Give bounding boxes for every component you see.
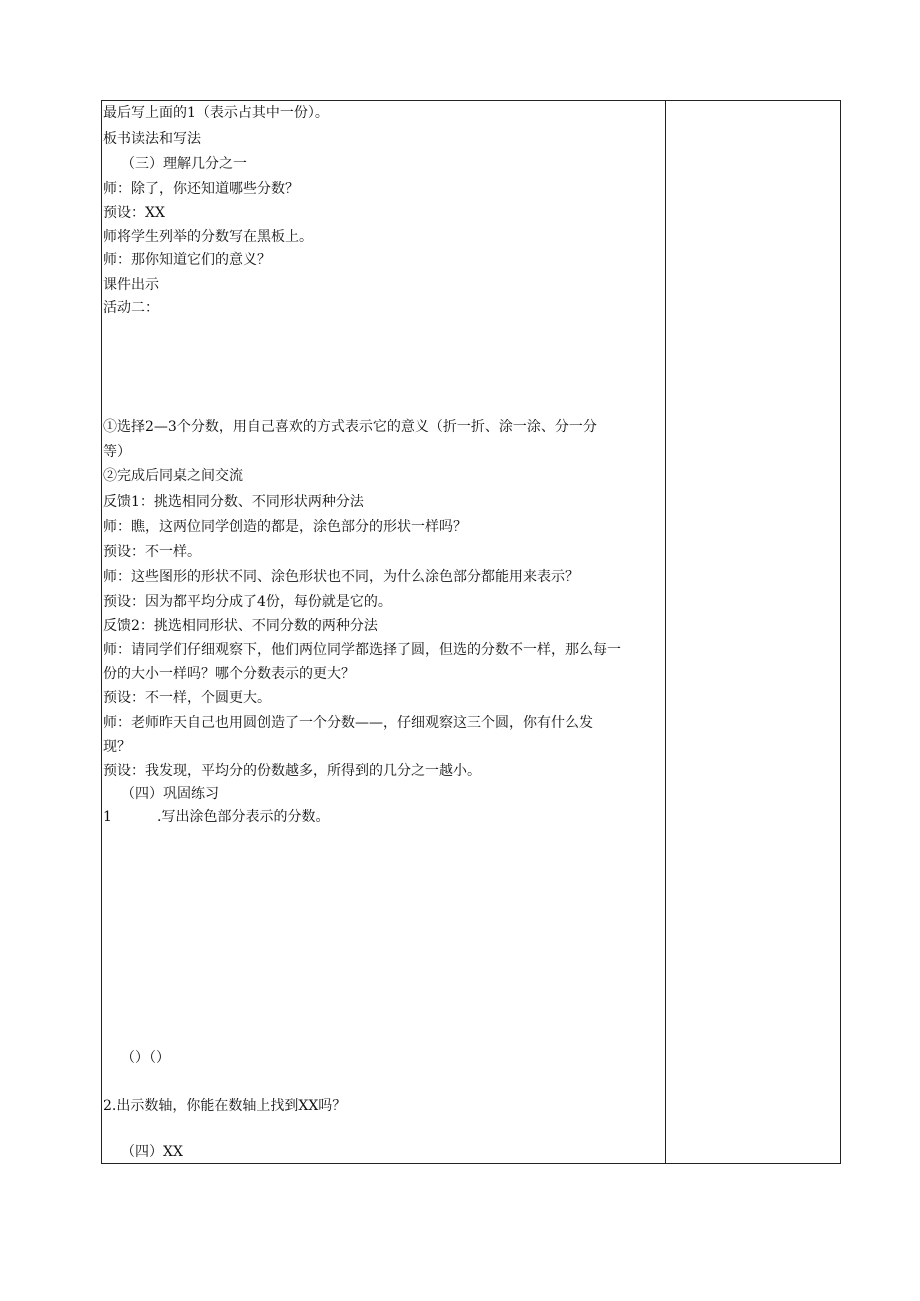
text-line: 预设：因为都平均分成了4份，每份就是它的。 [103, 594, 392, 610]
text-line: 师：请同学们仔细观察下，他们两位同学都选择了圆，但选的分数不一样，那么每一 [103, 642, 621, 658]
section-heading: （四）XX [121, 1144, 183, 1160]
text-line: 板书读法和写法 [103, 131, 201, 147]
text-line: 2.出示数轴，你能在数轴上找到XX吗？ [103, 1098, 347, 1114]
text-line: 最后写上面的1（表示占其中一份）。 [103, 105, 329, 121]
section-heading: （四）巩固练习 [121, 786, 219, 802]
text-line: 份的大小一样吗？哪个分数表示的更大？ [103, 666, 355, 682]
exercise-text: .写出涂色部分表示的分数。 [157, 809, 330, 825]
text-line: 师将学生列举的分数写在黑板上。 [103, 229, 313, 245]
text-line: 师：老师昨天自己也用圆创造了一个分数——，仔细观察这三个圆，你有什么发 [103, 715, 593, 731]
text-line: 活动二： [103, 300, 159, 316]
section-heading: （三）理解几分之一 [121, 156, 247, 172]
text-line: 预设：我发现，平均分的份数越多，所得到的几分之一越小。 [103, 763, 481, 779]
exercise-number: 1 [103, 809, 112, 825]
text-line: 预设：不一样，个圆更大。 [103, 690, 271, 706]
text-line: 课件出示 [103, 277, 159, 293]
column-divider [665, 100, 666, 1164]
text-line: 师：除了，你还知道哪些分数？ [103, 181, 299, 197]
text-line: ①选择2—3个分数，用自己喜欢的方式表示它的意义（折一折、涂一涂、分一分 [103, 419, 597, 435]
text-line: 师：这些图形的形状不同、涂色形状也不同，为什么涂色部分都能用来表示？ [103, 569, 579, 585]
text-line: 反馈2：挑选相同形状、不同分数的两种分法 [103, 618, 378, 634]
text-line: 现？ [103, 739, 131, 755]
text-line: 师：那你知道它们的意义？ [103, 252, 271, 268]
text-line: 反馈1：挑选相同分数、不同形状两种分法 [103, 494, 364, 510]
text-line: ②完成后同桌之间交流 [103, 468, 243, 484]
text-line: 师：瞧，这两位同学创造的都是，涂色部分的形状一样吗？ [103, 519, 467, 535]
answer-blanks: （）（） [121, 1050, 170, 1066]
text-line: 预设：XX [103, 205, 165, 221]
text-line: 预设：不一样。 [103, 544, 201, 560]
text-line: 等） [103, 444, 131, 460]
